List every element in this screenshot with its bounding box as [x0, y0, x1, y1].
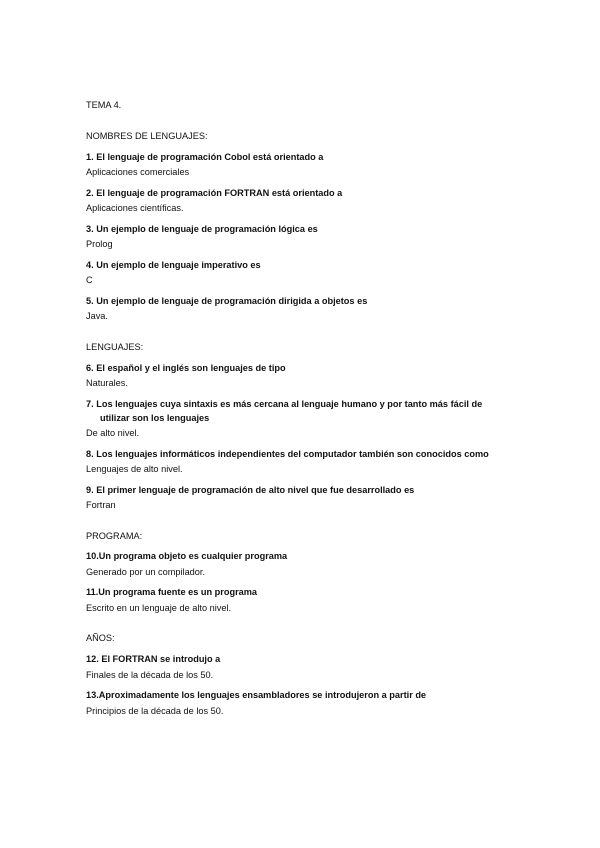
question-13: 13.Aproximadamente los lenguajes ensambladores se introdujeron a partir de	[86, 690, 427, 700]
answer-1: Aplicaciones comerciales	[86, 167, 190, 177]
answer-6: Naturales.	[86, 378, 128, 388]
question-3: 3. Un ejemplo de lenguaje de programación lógica es	[86, 224, 318, 234]
section-heading-nombres: NOMBRES DE LENGUAJES:	[86, 131, 208, 141]
answer-3: Prolog	[86, 239, 113, 249]
answer-2: Aplicaciones científicas.	[86, 203, 184, 213]
question-8: 8. Los lenguajes informáticos independientes del computador también son conocidos como	[86, 449, 489, 459]
section-heading-anos: AÑOS:	[86, 633, 115, 643]
question-4: 4. Un ejemplo de lenguaje imperativo es	[86, 260, 261, 270]
question-11: 11.Un programa fuente es un programa	[86, 587, 258, 597]
question-12: 12. El FORTRAN se introdujo a	[86, 654, 221, 664]
answer-11: Escrito en un lenguaje de alto nivel.	[86, 603, 232, 613]
answer-13: Principios de la década de los 50.	[86, 706, 224, 716]
question-10: 10.Un programa objeto es cualquier programa	[86, 551, 288, 561]
question-5: 5. Un ejemplo de lenguaje de programación dirigida a objetos es	[86, 296, 368, 306]
question-1: 1. El lenguaje de programación Cobol está orientado a	[86, 152, 324, 162]
answer-9: Fortran	[86, 500, 116, 510]
question-7: 7. Los lenguajes cuya sintaxis es más cercana al lenguaje humano y por tanto más fácil de	[86, 399, 483, 409]
answer-5: Java.	[86, 311, 108, 321]
question-9: 9. El primer lenguaje de programación de alto nivel que fue desarrollado es	[86, 485, 415, 495]
page-title: TEMA 4.	[86, 100, 122, 110]
question-6: 6. El español y el inglés son lenguajes de tipo	[86, 363, 286, 373]
section-heading-programa: PROGRAMA:	[86, 531, 143, 541]
question-2: 2. El lenguaje de programación FORTRAN está orientado a	[86, 188, 343, 198]
answer-10: Generado por un compilador.	[86, 567, 206, 577]
answer-4: C	[86, 275, 93, 285]
answer-12: Finales de la década de los 50.	[86, 670, 214, 680]
answer-7: De alto nivel.	[86, 428, 140, 438]
answer-8: Lenguajes de alto nivel.	[86, 464, 183, 474]
question-7-line-2: utilizar son los lenguajes	[100, 413, 210, 423]
section-heading-lenguajes: LENGUAJES:	[86, 342, 144, 352]
